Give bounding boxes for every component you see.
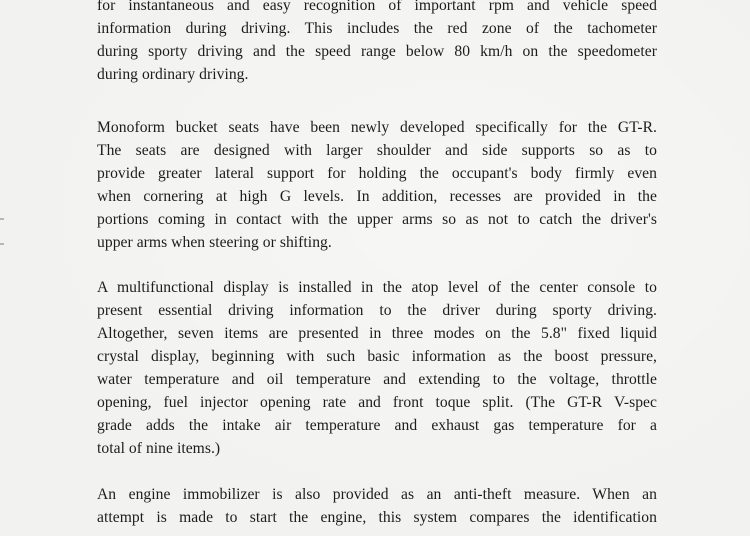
text-line: during ordinary driving. <box>97 66 249 83</box>
text-line: Monoform bucket seats have been newly developed specifically for the GT-R. <box>97 119 657 136</box>
text-line: crystal display, beginning with such basic information as the boost pressure, <box>97 348 657 365</box>
text-line: The seats are designed with larger shoulder and side supports so as to <box>97 142 657 159</box>
paragraph-meter-display <box>97 0 657 86</box>
margin-mark <box>0 243 4 245</box>
text-line: total of nine items.) <box>97 440 221 457</box>
text-line: Altogether, seven items are presented in three modes on the 5.8" fixed liquid <box>97 325 657 342</box>
text-line: A multifunctional display is installed in the atop level of the center console to <box>97 279 657 296</box>
margin-mark <box>0 218 4 220</box>
paragraph-bucket-seats <box>97 116 657 254</box>
text-line: opening, fuel injector opening rate and front toque split. (The GT-R V-spec <box>97 394 657 411</box>
text-line: present essential driving information to the driver during sporty driving. <box>97 302 657 319</box>
text-line: portions coming in contact with the upper arms so as not to catch the driver's <box>97 211 657 228</box>
text-line: during sporty driving and the speed range below 80 km/h on the speedometer <box>97 43 657 60</box>
paragraph-immobilizer <box>97 483 657 529</box>
text-line: attempt is made to start the engine, this system compares the identification <box>97 509 657 526</box>
text-line: water temperature and oil temperature and extending to the voltage, throttle <box>97 371 657 388</box>
text-line: upper arms when steering or shifting. <box>97 234 332 251</box>
paragraph-multifunction-display <box>97 276 657 460</box>
text-line: information during driving. This includes the red zone of the tachometer <box>97 20 657 37</box>
text-line: provide greater lateral support for holding the occupant's body firmly even <box>97 165 657 182</box>
text-line: grade adds the intake air temperature and exhaust gas temperature for a <box>97 417 657 434</box>
text-line: An engine immobilizer is also provided as an anti-theft measure. When an <box>97 486 657 503</box>
text-line: for instantaneous and easy recognition of important rpm and vehicle speed <box>97 0 657 14</box>
text-line: when cornering at high G levels. In addition, recesses are provided in the <box>97 188 657 205</box>
